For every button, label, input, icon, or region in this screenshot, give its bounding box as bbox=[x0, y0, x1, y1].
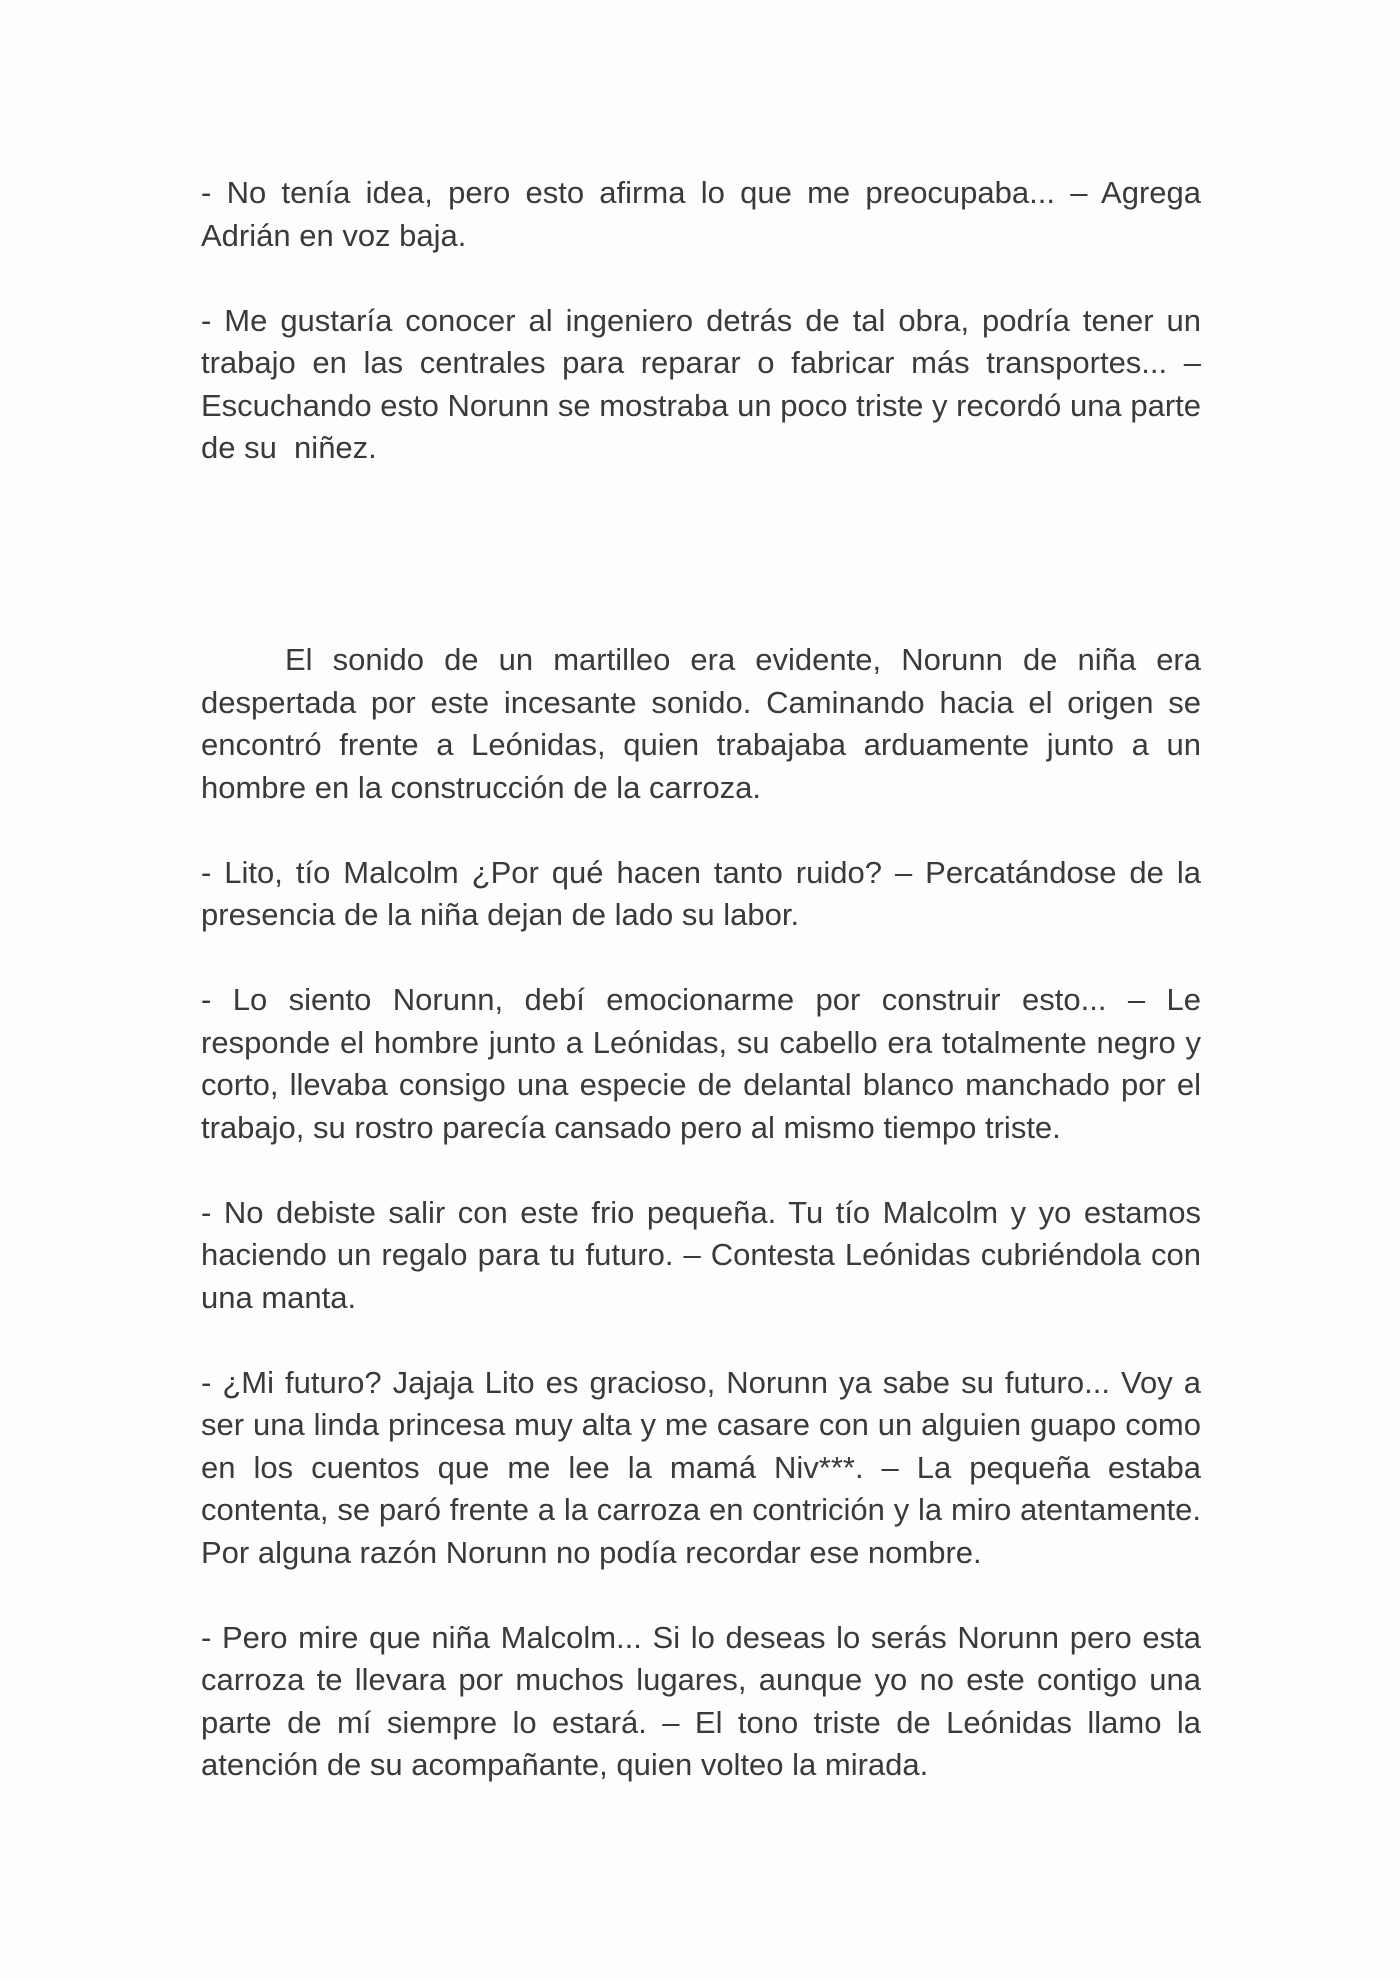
document-body bbox=[201, 172, 1210, 1829]
paragraph-malcolm-reply: - Lo siento Norunn, debí emocionarme por construir esto... – Le responde el hombre junto a Leónidas, su cabello era totalmente negro y corto, llevaba consigo una especie de delantal blanco manchado por el trabajo, su rostro parecía cansado pero al mismo tiempo triste. bbox=[201, 982, 1210, 1145]
paragraph-lito-question: - Lito, tío Malcolm ¿Por qué hacen tanto ruido? – Percatándose de la presencia de la niña dejan de lado su labor. bbox=[201, 854, 1210, 932]
paragraph-engineer: - Me gustaría conocer al ingeniero detrás de tal obra, podría tener un trabajo en las centrales para reparar o fabricar más transportes... – Escuchando esto Norunn se mostraba un poco triste y recordó una parte de su niñez. bbox=[201, 302, 1210, 465]
section-break bbox=[201, 512, 1201, 639]
paragraph-hammering: El sonido de un martilleo era evidente, Norunn de niña era despertada por este incesante sonido. Caminando hacia el origen se encontró frente a Leónidas, quien trabajaba arduamente junto a un hombre en la construcción de la carroza. bbox=[201, 642, 1210, 805]
paragraph-carriage-promise: - Pero mire que niña Malcolm... Si lo deseas lo serás Norunn pero esta carroza te llevara por muchos lugares, aunque yo no este contigo una parte de mí siempre lo estará. – El tono triste de Leónidas llamo la atención de su acompañante, quien volteo la mirada. bbox=[201, 1619, 1210, 1782]
paragraph-adrian: - No tenía idea, pero esto afirma lo que me preocupaba... – Agrega Adrián en voz baja. bbox=[201, 175, 1208, 253]
paragraph-leonidas-blanket: - No debiste salir con este frio pequeña. Tu tío Malcolm y yo estamos haciendo un regalo para tu futuro. – Contesta Leónidas cubriéndola con una manta. bbox=[201, 1194, 1210, 1315]
paragraph-princess: - ¿Mi futuro? Jajaja Lito es gracioso, Norunn ya sabe su futuro... Voy a ser una linda princesa muy alta y me casare con un alguien guapo como en los cuentos que me lee la mamá Niv***. – La pequeña estaba contenta, se paró frente a la carroza en contrición y la miro atentamente. Por alguna razón Norunn no podía recordar ese nombre. bbox=[201, 1364, 1210, 1570]
